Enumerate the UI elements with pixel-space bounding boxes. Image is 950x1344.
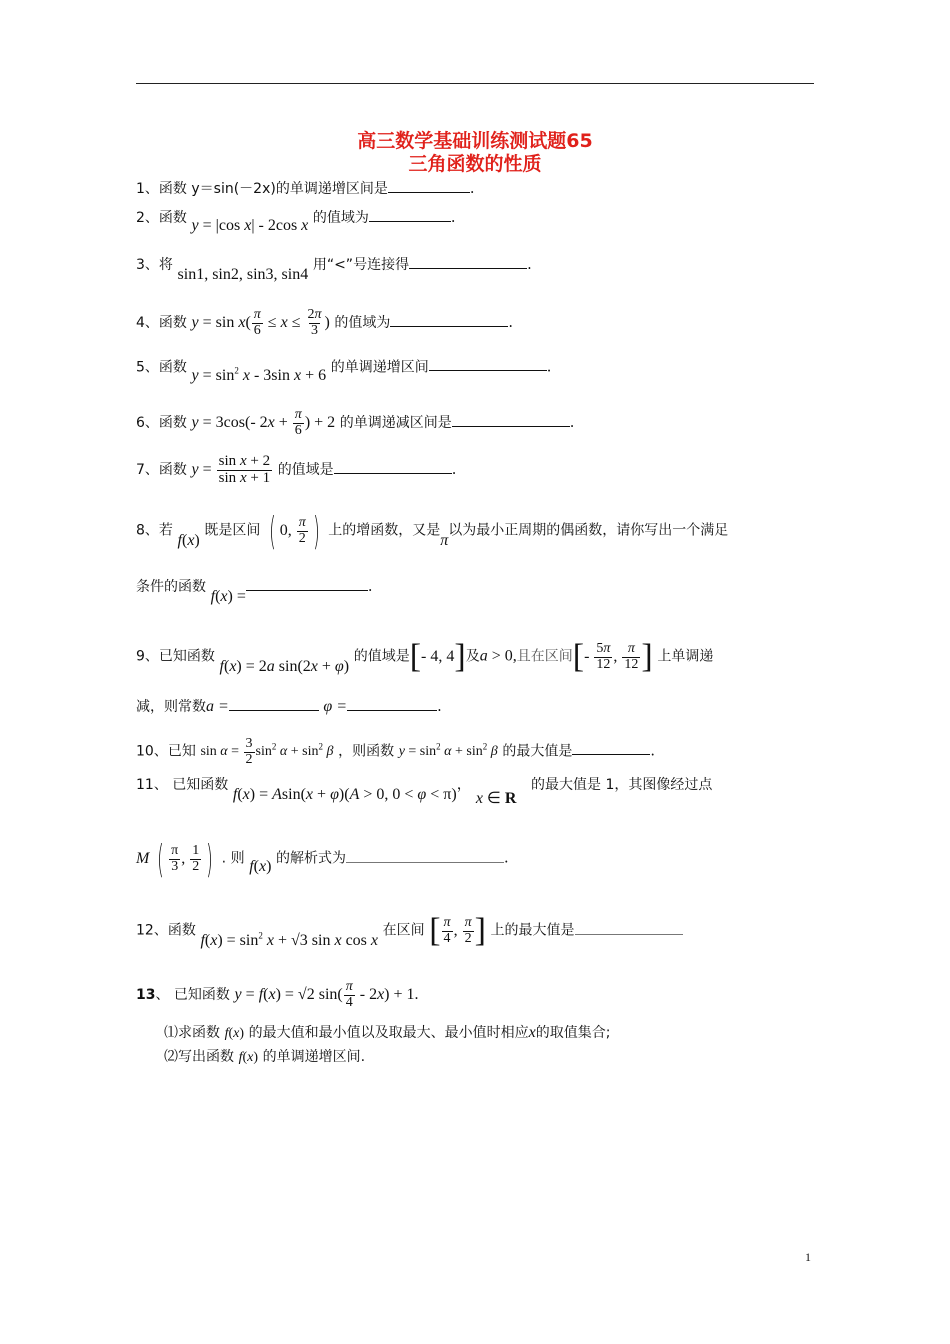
- question-7: 7、函数 y = $\frac{\text{sin x + 2}}{\text{sin x + 1}}$ 的值域是 .: [136, 453, 457, 486]
- answer-blank: [388, 180, 470, 193]
- question-13-part-2: ⑵写出函数 f(x) 的单调递增区间.: [164, 1049, 366, 1065]
- answer-blank: [369, 209, 451, 222]
- question-9-line-2: 减，则常数a = φ = .: [136, 698, 442, 715]
- question-12: 12、函数 $f(x) = \sin^2 x + √3$ sin x cos x 在区间 [ $\frac{\pi}{4}$ , $\frac{\pi}{2}$ ] 上的最大值是: [136, 914, 683, 948]
- answer-blank: [334, 461, 452, 474]
- answer-blank: [572, 742, 650, 755]
- formula: sin α = $\frac{3}{2}$ $\sin^2 \alpha + \sin^2 \beta$: [200, 736, 334, 767]
- question-13: 13、 已知函数 y = f(x) = √2 sin( $\frac{\pi}{4}$ - 2x) + 1.: [136, 979, 419, 1010]
- question-3: 3、将 sin1, sin2, sin3, sin4 用“<”号连接得 .: [136, 257, 532, 283]
- formula: M ( $\frac{\pi}{3}$ , $\frac{1}{2}$ ): [136, 837, 213, 881]
- formula: y = f(x) = √2 sin( $\frac{\pi}{4}$ - 2x) + 1.: [234, 979, 419, 1010]
- answer-blank: [429, 358, 547, 371]
- formula: f(x) = 2a sin(2x + φ): [219, 657, 350, 675]
- answer-blank: [575, 922, 683, 935]
- question-10: 10、已知 sin α = $\frac{3}{2}$ $\sin^2 \alpha + \sin^2 \beta$ ，则函数 $y = \sin^2 \alpha + \sin^2 \beta$ 的最大值是 .: [136, 736, 655, 767]
- question-11-line-2: M ( $\frac{\pi}{3}$ , $\frac{1}{2}$ ) . 则 f(x) 的解析式为 .: [136, 837, 509, 881]
- answer-blank: [347, 698, 437, 711]
- answer-blank: [229, 698, 319, 711]
- question-8: 8、若 f(x) 既是区间 ( 0, $\frac{\pi}{2}$ ) 上的增函数，又是π以为最小正周期的偶函数，请你写出一个满足: [136, 509, 729, 553]
- formula: sin1, sin2, sin3, sin4: [177, 266, 309, 283]
- formula: $y = \sin^2 x - 3\sin$ x + 6: [191, 366, 327, 385]
- header-rule: [136, 83, 814, 84]
- formula: ( 0, $\frac{\pi}{2}$ ): [269, 509, 320, 553]
- page-subtitle: 三角函数的性质: [408, 153, 542, 175]
- page-title: 高三数学基础训练测试题65: [357, 130, 593, 152]
- question-1: 1、函数 y＝sin(－2x)的单调递增区间是 .: [136, 181, 475, 197]
- formula: y = 3cos(- 2x + $\frac{\pi}{6}$ ) + 2: [191, 407, 336, 438]
- formula: y = |cos x| - 2cos x: [191, 217, 309, 234]
- question-5: 5、函数 $y = \sin^2 x - 3\sin$ x + 6 的单调递增区间 .: [136, 359, 552, 385]
- question-13-part-1: ⑴求函数 f(x) 的最大值和最小值以及取最大、最小值时相应x的取值集合;: [164, 1024, 611, 1041]
- formula: y = $\frac{\text{sin x + 2}}{\text{sin x + 1}}$: [191, 453, 271, 486]
- answer-blank: [409, 256, 527, 269]
- question-9: 9、已知函数 f(x) = 2a sin(2x + φ) 的值域是[- 4, 4]及a > 0,且在区间[- $\frac{5\pi}{12}$ , $\frac{\pi}{12}$ ] 上单调递: [136, 638, 714, 675]
- answer-blank: [246, 578, 368, 591]
- page-number: 1: [805, 1250, 811, 1264]
- answer-blank: [390, 314, 508, 327]
- formula: y = sin x( $\frac{\pi}{6}$ ≤ x ≤ $\frac{2\pi}{3}$ ): [191, 307, 330, 338]
- formula: $y = \sin^2 \alpha + \sin^2 \beta$: [398, 741, 498, 760]
- question-2: 2、函数 y = |cos x| - 2cos x 的值域为 .: [136, 210, 456, 234]
- formula: $f(x) = \sin^2 x + √3$ sin x cos x: [200, 930, 378, 949]
- question-6: 6、函数 y = 3cos(- 2x + $\frac{\pi}{6}$ ) + 2 的单调递减区间是 .: [136, 407, 575, 438]
- question-11: 11、 已知函数 f(x) = Asin(x + φ)(A > 0, 0 < φ < π)， x ∈ R 的最大值是 1，其图像经过点: [136, 777, 713, 807]
- question-8-line-2: 条件的函数 f(x) =.: [136, 579, 373, 605]
- answer-blank: [452, 414, 570, 427]
- formula: f(x) = Asin(x + φ)(A > 0, 0 < φ < π): [232, 786, 457, 803]
- question-4: 4、函数 y = sin x( $\frac{\pi}{6}$ ≤ x ≤ $\frac{2\pi}{3}$ ) 的值域为 .: [136, 307, 514, 338]
- answer-blank: [346, 850, 504, 863]
